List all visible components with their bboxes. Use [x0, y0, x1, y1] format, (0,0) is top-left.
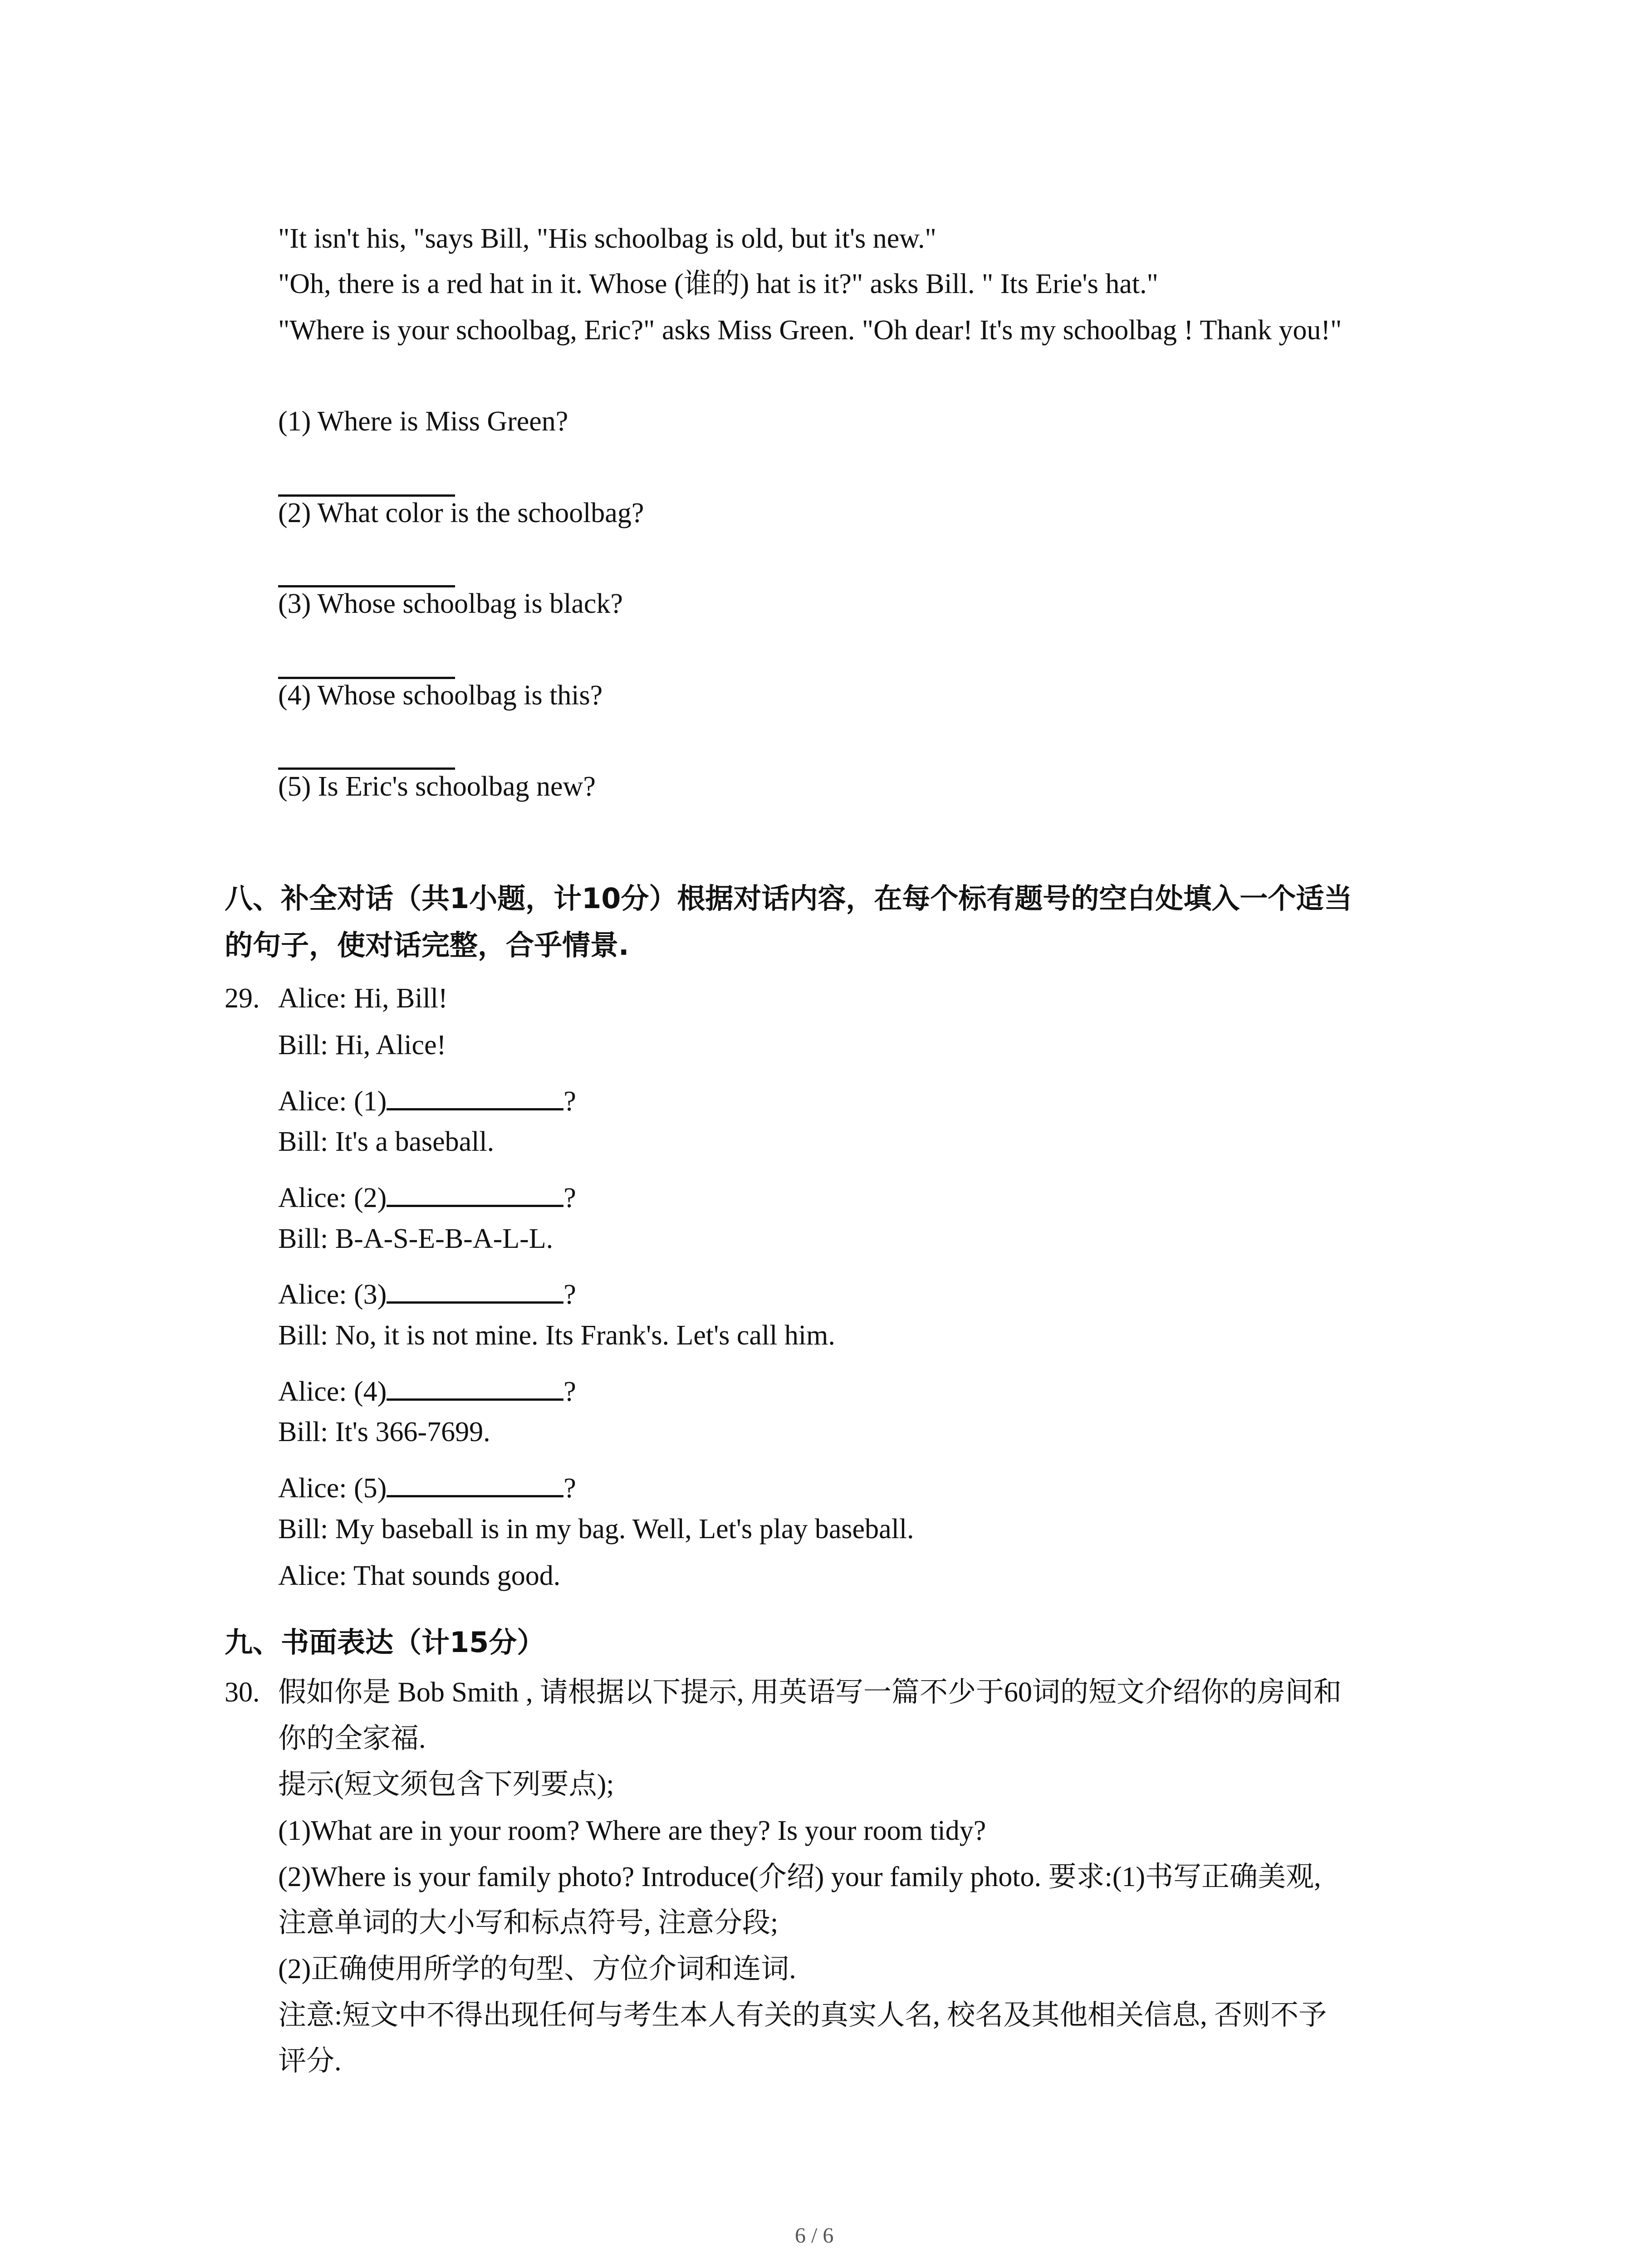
writing-prompt-line: (2)正确使用所学的句型、方位介词和连词. — [278, 1954, 796, 1984]
reading-question: (2) What color is the schoolbag? — [278, 498, 644, 528]
section-heading: 九、书面表达（计15分） — [225, 1626, 545, 1659]
dialogue-line: Bill: No, it is not mine. Its Frank's. Let's call him. — [278, 1320, 835, 1351]
writing-prompt-line: 评分. — [278, 2046, 342, 2077]
writing-prompt-line: 注意:短文中不得出现任何与考生本人有关的真实人名, 校名及其他相关信息, 否则不予 — [278, 2000, 1327, 2031]
question-mark: ? — [563, 1279, 576, 1310]
answer-blank[interactable] — [278, 767, 455, 770]
page-number: 6 / 6 — [795, 2224, 834, 2248]
answer-blank[interactable] — [278, 585, 455, 587]
writing-prompt-line: 假如你是 Bob Smith , 请根据以下提示, 用英语写一篇不少于60词的短文介绍你的房间和 — [278, 1677, 1342, 1708]
answer-blank[interactable] — [278, 494, 455, 497]
passage-line: "It isn't his, "says Bill, "His schoolbag is old, but it's new." — [278, 223, 936, 254]
dialogue-prompt: Alice: (5) — [278, 1473, 387, 1504]
dialogue-line: Alice: That sounds good. — [278, 1560, 561, 1591]
answer-blank[interactable] — [387, 1178, 563, 1207]
dialogue-line: Bill: Hi, Alice! — [278, 1030, 446, 1061]
dialogue-line-blank — [278, 1178, 576, 1212]
reading-question: (3) Whose schoolbag is black? — [278, 588, 623, 619]
writing-prompt-line: 提示(短文须包含下列要点); — [278, 1769, 614, 1800]
section-heading: 的句子，使对话完整，合乎情景. — [225, 929, 629, 962]
answer-blank[interactable] — [387, 1372, 563, 1401]
writing-prompt-line: 注意单词的大小写和标点符号, 注意分段; — [278, 1907, 779, 1938]
section-heading: 八、补全对话（共1小题，计10分）根据对话内容，在每个标有题号的空白处填入一个适当 — [225, 882, 1352, 915]
dialogue-line-blank — [278, 1469, 576, 1502]
dialogue-prompt: Alice: (3) — [278, 1279, 387, 1310]
passage-line: "Oh, there is a red hat in it. Whose (谁的) hat is it?" asks Bill. " Its Erie's hat." — [278, 269, 1158, 299]
writing-prompt-line: (1)What are in your room? Where are they? Is your room tidy? — [278, 1815, 986, 1846]
question-mark: ? — [563, 1473, 576, 1504]
dialogue-line-blank — [278, 1372, 576, 1406]
question-number: 30. — [225, 1677, 260, 1708]
writing-prompt-line: (2)Where is your family photo? Introduce(介绍) your family photo. 要求:(1)书写正确美观, — [278, 1862, 1321, 1892]
dialogue-line-blank — [278, 1082, 576, 1115]
dialogue-line: Bill: B-A-S-E-B-A-L-L. — [278, 1223, 554, 1254]
answer-blank[interactable] — [387, 1082, 563, 1110]
reading-question: (4) Whose schoolbag is this? — [278, 680, 603, 711]
reading-question: (5) Is Eric's schoolbag new? — [278, 771, 596, 802]
question-mark: ? — [563, 1183, 576, 1213]
dialogue-line: Bill: It's a baseball. — [278, 1126, 495, 1157]
dialogue-prompt: Alice: (4) — [278, 1376, 387, 1407]
answer-blank[interactable] — [278, 677, 455, 679]
dialogue-line: Bill: It's 366-7699. — [278, 1417, 490, 1447]
question-mark: ? — [563, 1376, 576, 1407]
dialogue-line: Alice: Hi, Bill! — [278, 983, 448, 1014]
answer-blank[interactable] — [387, 1469, 563, 1497]
question-number: 29. — [225, 983, 260, 1014]
dialogue-prompt: Alice: (2) — [278, 1183, 387, 1213]
passage-line: "Where is your schoolbag, Eric?" asks Miss Green. "Oh dear! It's my schoolbag ! Thank you!" — [278, 315, 1342, 346]
reading-question: (1) Where is Miss Green? — [278, 406, 568, 437]
dialogue-prompt: Alice: (1) — [278, 1086, 387, 1117]
writing-prompt-line: 你的全家福. — [278, 1723, 426, 1754]
question-mark: ? — [563, 1086, 576, 1117]
dialogue-line-blank — [278, 1275, 576, 1309]
dialogue-line: Bill: My baseball is in my bag. Well, Let's play baseball. — [278, 1514, 914, 1545]
answer-blank[interactable] — [387, 1275, 563, 1304]
